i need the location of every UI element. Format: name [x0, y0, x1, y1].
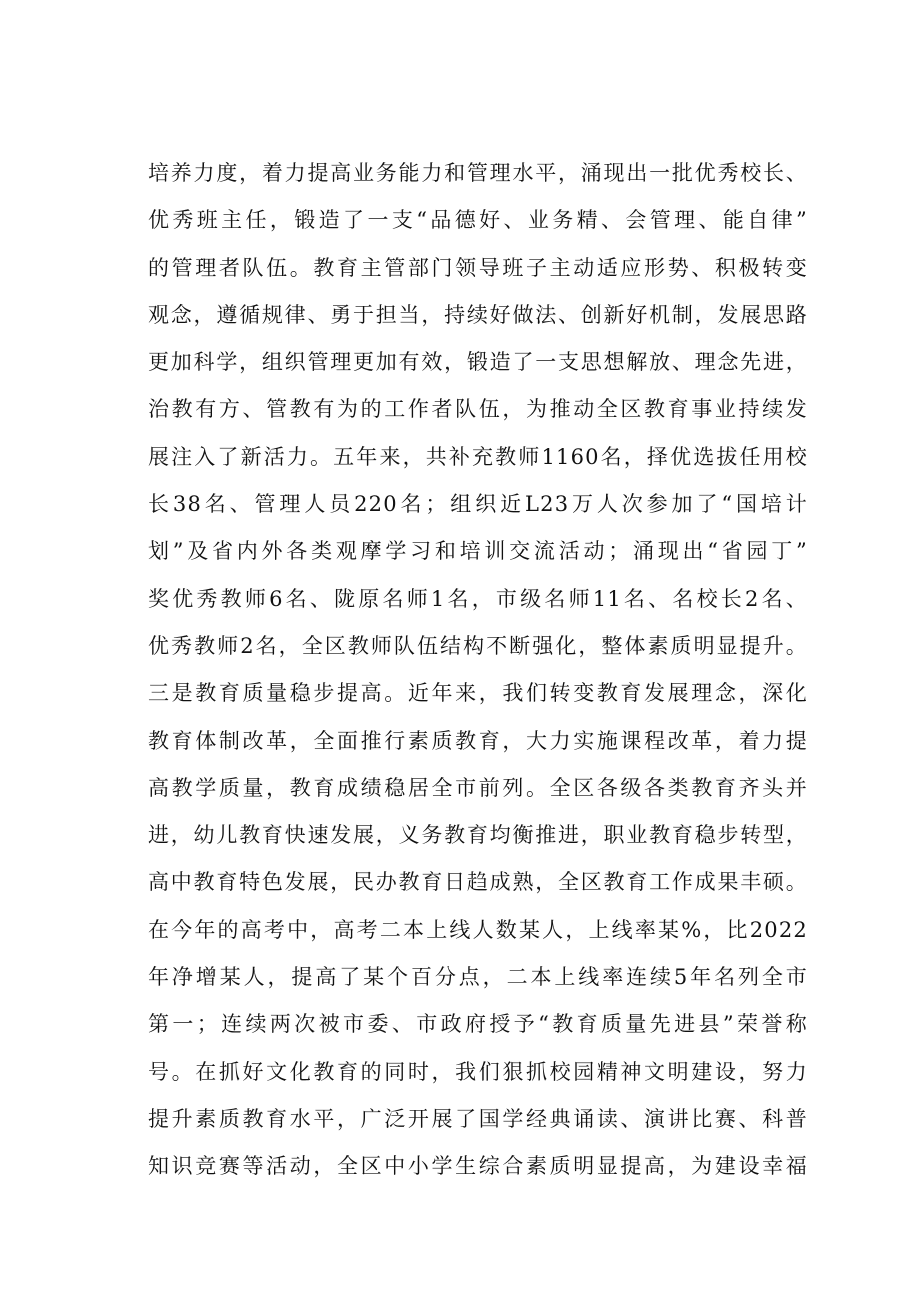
text-line: 第一；连续两次被市委、市政府授予“教育质量先进县”荣誉称 — [148, 1012, 808, 1037]
text-line: 高教学质量，教育成绩稳居全市前列。全区各级各类教育齐头并 — [148, 775, 808, 800]
text-line: 奖优秀教师6名、陇原名师1名，市级名师11名、名校长2名、 — [148, 586, 808, 611]
text-line: 的管理者队伍。教育主管部门领导班子主动适应形势、积极转变 — [148, 255, 808, 280]
text-line: 展注入了新活力。五年来，共补充教师1160名，择优选拔任用校 — [148, 444, 808, 469]
text-line: 号。在抓好文化教育的同时，我们狠抓校园精神文明建设，努力 — [148, 1059, 808, 1084]
text-line: 三是教育质量稳步提高。近年来，我们转变教育发展理念，深化 — [148, 681, 808, 706]
text-line: 优秀教师2名，全区教师队伍结构不断强化，整体素质明显提升。 — [148, 633, 808, 658]
text-line: 在今年的高考中，高考二本上线人数某人，上线率某%，比2022 — [148, 917, 808, 942]
text-line: 高中教育特色发展，民办教育日趋成熟，全区教育工作成果丰硕。 — [148, 870, 808, 895]
text-line: 提升素质教育水平，广泛开展了国学经典诵读、演讲比赛、科普 — [148, 1106, 808, 1131]
text-line: 划”及省内外各类观摩学习和培训交流活动；涌现出“省园丁” — [148, 539, 808, 564]
text-line: 进，幼儿教育快速发展，义务教育均衡推进，职业教育稳步转型， — [148, 823, 808, 848]
text-line: 年净增某人，提高了某个百分点，二本上线率连续5年名列全市 — [148, 965, 808, 990]
text-line: 更加科学，组织管理更加有效，锻造了一支思想解放、理念先进， — [148, 350, 808, 375]
text-line: 培养力度，着力提高业务能力和管理水平，涌现出一批优秀校长、 — [148, 161, 808, 185]
text-line: 优秀班主任，锻造了一支“品德好、业务精、会管理、能自律” — [148, 208, 808, 233]
text-line: 观念，遵循规律、勇于担当，持续好做法、创新好机制，发展思路 — [148, 302, 808, 327]
text-line: 治教有方、管教有为的工作者队伍，为推动全区教育事业持续发 — [148, 397, 808, 422]
text-line: 教育体制改革，全面推行素质教育，大力实施课程改革，着力提 — [148, 728, 808, 753]
text-line: 知识竞赛等活动，全区中小学生综合素质明显提高，为建设幸福 — [148, 1154, 808, 1179]
body-paragraph — [148, 150, 808, 1191]
text-line: 长38名、管理人员220名；组织近L23万人次参加了“国培计 — [148, 492, 808, 517]
